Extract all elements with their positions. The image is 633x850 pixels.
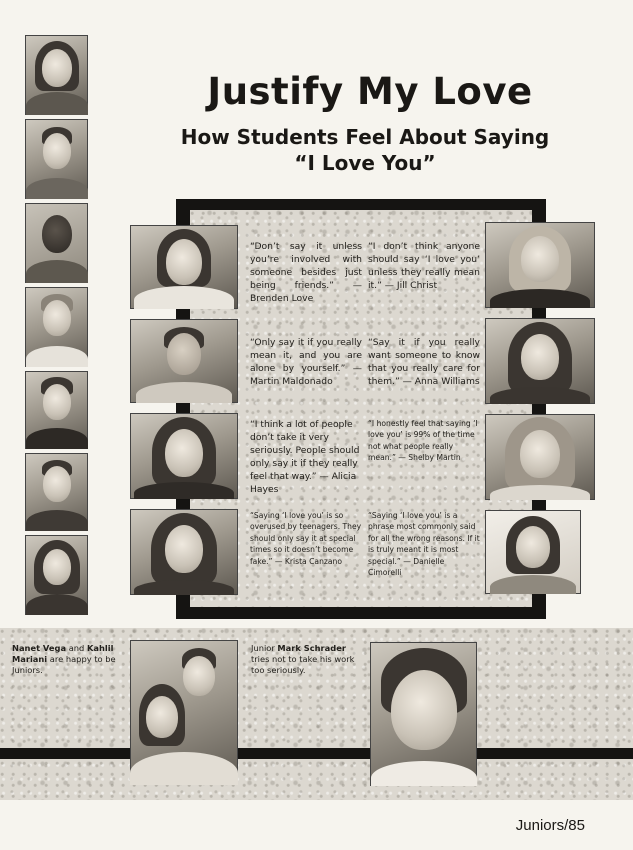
- page-title: Justify My Love: [207, 70, 533, 113]
- portrait-photo: [25, 119, 88, 199]
- quote-text: “I think a lot of people don’t take it very seriously. People should only say it if they really feel that way.” — Alicia Hayes: [250, 419, 360, 495]
- quote-text: “Saying ‘I love you’ is a phrase most commonly said for all the wrong reasons. If it is truly meant it is most special.” — Danielle Cimorelli: [368, 511, 480, 578]
- candid-photo: [370, 642, 477, 786]
- portrait-photo: [25, 453, 88, 531]
- student-photo: [130, 319, 238, 403]
- student-photo: [130, 225, 238, 309]
- quote-text: “I don’t think anyone should say ‘I love you’ unless they really mean it.” — Jill Christ: [368, 241, 480, 291]
- photo-caption: Nanet Vega and Kahlil Mariani are happy to be Juniors.: [12, 643, 116, 675]
- portrait-photo: [25, 35, 88, 115]
- student-photo: [130, 509, 238, 595]
- quote-text: “Only say it if you really mean it, and you are alone by yourself.” — Martin Maldonado: [250, 337, 362, 387]
- quote-text: “I honestly feel that saying ‘I love you’ is 99% of the time not what people really mean.” — Shelby Martin: [368, 419, 478, 463]
- photo-caption: Junior Mark Schrader tries not to take his work too seriously.: [251, 643, 355, 675]
- divider-band: [0, 748, 633, 759]
- candid-photo: [130, 640, 238, 785]
- quote-text: “Say it if you really want someone to know that you really care for them.” — Anna Williams: [368, 337, 480, 387]
- portrait-photo: [25, 535, 88, 615]
- student-photo: [130, 413, 238, 499]
- portrait-photo: [25, 371, 88, 449]
- page-number: Juniors/85: [515, 817, 585, 834]
- student-photo: [485, 414, 595, 500]
- portrait-photo: [25, 287, 88, 367]
- quote-text: “Saying ‘I love you’ is so overused by teenagers. They should only say it at special times so it doesn’t become fake.” — Krista Canzano: [250, 511, 362, 566]
- student-photo: [485, 510, 581, 594]
- subtitle-line: “I Love You”: [294, 151, 436, 175]
- portrait-photo: [25, 203, 88, 283]
- student-photo: [485, 222, 595, 308]
- page-subtitle: [170, 124, 560, 176]
- subtitle-line: How Students Feel About Saying: [180, 125, 550, 149]
- quote-text: “Don’t say it unless you’re involved with someone besides just being friends.” — Brenden Love: [250, 241, 362, 304]
- student-photo: [485, 318, 595, 404]
